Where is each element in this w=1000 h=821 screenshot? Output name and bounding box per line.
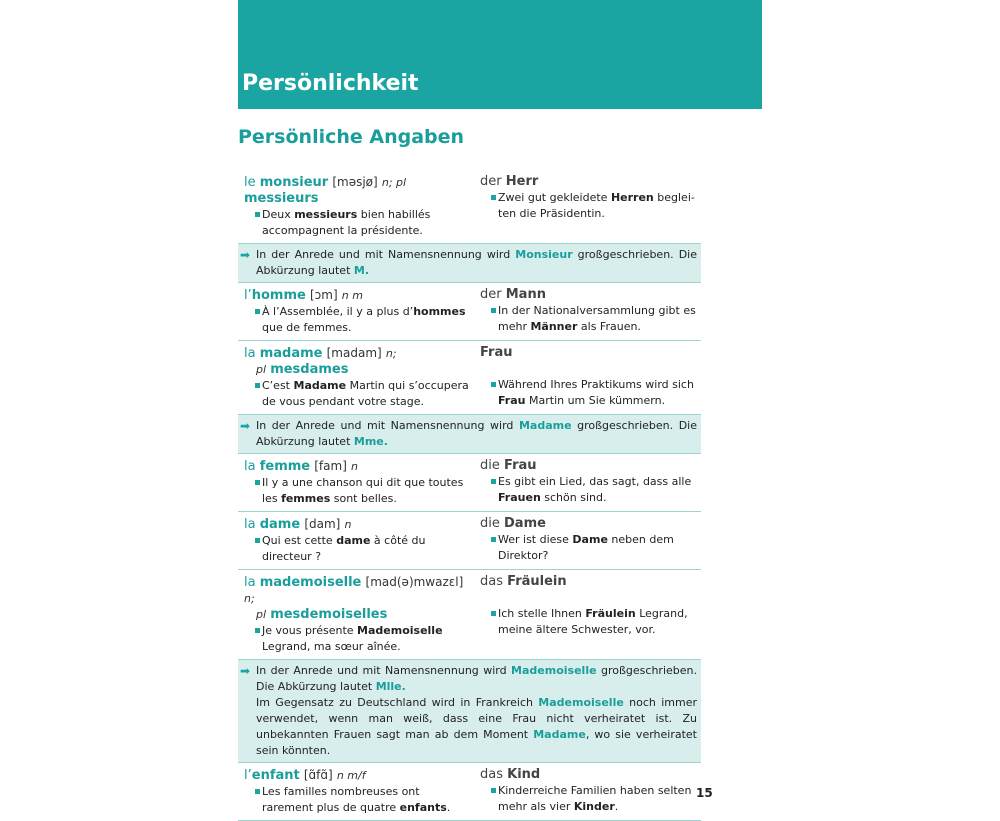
- example-french: Je vous présente Mademoiselle Legrand, ma sœur aînée.: [244, 623, 474, 655]
- entry-french: [238, 516, 474, 565]
- example-french: Les familles nombreuses ont rarement plus de quatre enfants.: [244, 784, 474, 816]
- entry-french: la madame [madam] n; pl mesdames C’est Madame Martin qui s’occupera de vous pendant votre stage.: [238, 345, 474, 410]
- bullet-icon: [491, 479, 496, 484]
- entry-enfant: [238, 763, 701, 821]
- bullet-icon: [255, 789, 260, 794]
- bullet-icon: [255, 309, 260, 314]
- entry-french: la mademoiselle [mad(ə)mwazɛl] n; pl mesdemoiselles Je vous présente Mademoiselle Legrand, ma sœur aînée.: [238, 574, 474, 655]
- headword-text: homme: [251, 288, 306, 303]
- pronunciation: [ɑ̃fɑ̃]: [303, 768, 333, 782]
- chapter-title: Persönlichkeit: [242, 71, 419, 96]
- pronunciation: [madam]: [326, 346, 382, 360]
- example-german: Zwei gut gekleidete Herren beglei-ten die Präsidentin.: [480, 190, 701, 222]
- headword-text: dame: [259, 517, 301, 532]
- grammar-label: n;: [244, 592, 255, 605]
- entry-french: [238, 287, 474, 336]
- bullet-icon: [255, 480, 260, 485]
- pronunciation: [məsjø]: [332, 175, 378, 189]
- entry-german: der Mann In der Nationalversammlung gibt es mehr Männer als Frauen.: [474, 287, 701, 336]
- section-title: Persönliche Angaben: [238, 126, 465, 148]
- headword-text: femme: [259, 459, 311, 474]
- example-german: Während Ihres Praktikums wird sich Frau Martin um Sie kümmern.: [480, 377, 701, 409]
- example-french: C’est Madame Martin qui s’occupera de vous pendant votre stage.: [244, 378, 474, 410]
- entry-mademoiselle: [238, 570, 701, 660]
- bullet-icon: [491, 537, 496, 542]
- usage-note: ➡ In der Anrede und mit Namensnennung wird Mademoiselle großgeschrieben. Die Abkürzung lautet Mlle. Im Gegensatz zu Deutschland wird in Frankreich Mademoiselle noch immer verwendet, wenn man weiß, dass eine Frau nicht verheiratet ist. Zu unbekannten Frauen sagt man ab dem Moment Madame, wo sie verheiratet sein könnten.: [238, 660, 701, 763]
- example-french: Il y a une chanson qui dit que toutes les femmes sont belles.: [244, 475, 474, 507]
- headword-text: enfant: [251, 768, 300, 783]
- translation-text: Frau: [480, 345, 513, 360]
- headword: la madame [madam] n;: [244, 346, 397, 361]
- bullet-icon: [491, 308, 496, 313]
- translation-text: Fräulein: [507, 574, 567, 589]
- bullet-icon: [491, 195, 496, 200]
- entry-german: das Kind Kinderreiche Familien haben selten mehr als vier Kinder.: [474, 767, 701, 816]
- plural-form: messieurs: [244, 191, 319, 206]
- bullet-icon: [255, 628, 260, 633]
- bullet-icon: [491, 382, 496, 387]
- grammar-label: n m/f: [336, 769, 366, 782]
- example-german: Wer ist diese Dame neben dem Direktor?: [480, 532, 701, 564]
- entry-german: das Fräulein Ich stelle Ihnen Fräulein Legrand, meine ältere Schwester, vor.: [474, 574, 701, 655]
- usage-note: ➡ In der Anrede und mit Namensnennung wird Madame großgeschrieben. Die Abkürzung lautet Mme.: [238, 415, 701, 454]
- translation-text: Herr: [505, 174, 539, 189]
- headword: la dame [dam] n: [244, 517, 352, 532]
- bullet-icon: [491, 611, 496, 616]
- entry-german: die Dame Wer ist diese Dame neben dem Direktor?: [474, 516, 701, 565]
- bullet-icon: [255, 383, 260, 388]
- entry-monsieur: [238, 170, 701, 244]
- translation-text: Kind: [507, 767, 541, 782]
- page-number: 15: [696, 786, 713, 800]
- example-german: Es gibt ein Lied, das sagt, dass alle Frauen schön sind.: [480, 474, 701, 506]
- headword-text: monsieur: [259, 175, 329, 190]
- entry-french: [238, 458, 474, 507]
- translation-text: Mann: [505, 287, 546, 302]
- vocabulary-list: [238, 170, 701, 821]
- headword: le monsieur [məsjø] n; pl messieurs: [244, 175, 407, 206]
- example-french: À l’Assemblée, il y a plus d’hommes que de femmes.: [244, 304, 474, 336]
- translation-text: Frau: [504, 458, 537, 473]
- grammar-label: n; pl: [381, 176, 407, 189]
- entry-femme: [238, 454, 701, 512]
- entry-french: [238, 174, 474, 239]
- grammar-label: n;: [385, 347, 397, 360]
- grammar-label: n: [344, 518, 352, 531]
- pronunciation: [fam]: [314, 459, 347, 473]
- headword-text: mademoiselle: [259, 575, 362, 590]
- bullet-icon: [491, 788, 496, 793]
- entry-german: die Frau Es gibt ein Lied, das sagt, dass alle Frauen schön sind.: [474, 458, 701, 507]
- pronunciation: [ɔm]: [310, 288, 338, 302]
- chapter-banner: [238, 0, 762, 109]
- usage-note: ➡ In der Anrede und mit Namensnennung wird Monsieur großgeschrieben. Die Abkürzung lautet M.: [238, 244, 701, 283]
- headword: la mademoiselle [mad(ə)mwazɛl] n;: [244, 575, 464, 605]
- example-german: Ich stelle Ihnen Fräulein Legrand, meine ältere Schwester, vor.: [480, 606, 701, 638]
- entry-german: der Herr Zwei gut gekleidete Herren beglei-ten die Präsidentin.: [474, 174, 701, 239]
- headword: la femme [fam] n: [244, 459, 359, 474]
- example-german: Kinderreiche Familien haben selten mehr als vier Kinder.: [480, 783, 701, 815]
- entry-dame: [238, 512, 701, 570]
- translation-text: Dame: [504, 516, 546, 531]
- headword-text: madame: [259, 346, 323, 361]
- headword: l’homme [ɔm] n m: [244, 288, 363, 303]
- example-french: Deux messieurs bien habillés accompagnent la présidente.: [244, 207, 474, 239]
- entry-homme: [238, 283, 701, 341]
- example-french: Qui est cette dame à côté du directeur ?: [244, 533, 474, 565]
- bullet-icon: [255, 212, 260, 217]
- pronunciation: [mad(ə)mwazɛl]: [365, 575, 464, 589]
- headword: l’enfant [ɑ̃fɑ̃] n m/f: [244, 768, 366, 783]
- arrow-right-icon: ➡: [240, 248, 251, 262]
- entry-madame: [238, 341, 701, 415]
- arrow-right-icon: ➡: [240, 419, 251, 433]
- example-german: In der Nationalversammlung gibt es mehr Männer als Frauen.: [480, 303, 701, 335]
- pronunciation: [dam]: [304, 517, 341, 531]
- grammar-label: n m: [341, 289, 363, 302]
- plural-form: mesdemoiselles: [270, 607, 388, 622]
- bullet-icon: [255, 538, 260, 543]
- plural-form: mesdames: [270, 362, 349, 377]
- grammar-label: n: [351, 460, 359, 473]
- entry-german: [474, 345, 701, 410]
- entry-french: [238, 767, 474, 816]
- arrow-right-icon: ➡: [240, 664, 251, 678]
